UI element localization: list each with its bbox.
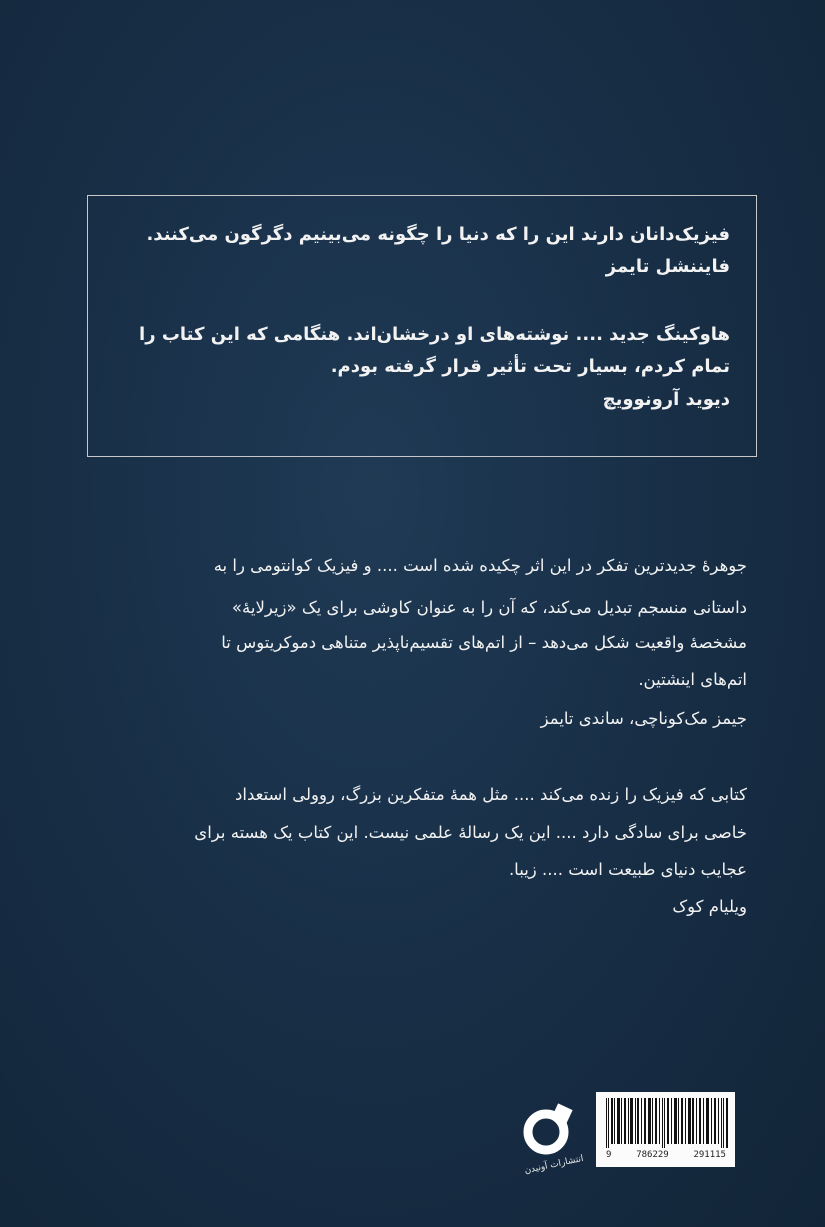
isbn-digit-first: 9 [606, 1150, 612, 1160]
review-2-line2: خاصی برای سادگی دارد .... این یک رسالهٔ علمی نیست. این کتاب یک هسته برای [194, 823, 747, 842]
isbn-digits-left: 786229 [636, 1150, 669, 1160]
quote-1-text: فیزیک‌دانان دارند این را که دنیا را چگونه می‌بینیم دگرگون می‌کنند. [146, 224, 730, 245]
isbn-barcode [596, 1092, 735, 1167]
publisher-logo-icon [516, 1100, 586, 1195]
barcode-bars [606, 1098, 728, 1148]
review-2-line1: کتابی که فیزیک را زنده می‌کند .... مثل همهٔ متفکرین بزرگ، روولی استعداد [235, 785, 747, 804]
review-1-line3: مشخصهٔ واقعیت شکل می‌دهد – از اتم‌های تقسیم‌ناپذیر متناهی دموکریتوس تا [221, 633, 747, 652]
review-1-line4: اتم‌های اینشتین. [638, 670, 747, 689]
isbn-digits-right: 291115 [693, 1150, 726, 1160]
quote-1-source: فایننشل تایمز [605, 256, 730, 277]
publisher-name: انتشارات آونیدن [523, 1153, 585, 1177]
review-1-line2: داستانی منسجم تبدیل می‌کند، که آن را به عنوان کاوشی برای یک «زیرلایهٔ» [231, 598, 747, 617]
review-1-line1: جوهرهٔ جدیدترین تفکر در این اثر چکیده شده است .... و فیزیک کوانتومی را به [213, 556, 747, 575]
isbn-digits [606, 1150, 726, 1160]
review-2-line3: عجایب دنیای طبیعت است .... زیبا. [508, 860, 747, 879]
quote-2-source: دیوید آرونوویچ [602, 389, 730, 410]
quote-2-text-line1: هاوکینگ جدید .... نوشته‌های او درخشان‌اند. هنگامی که این کتاب را [139, 324, 730, 345]
quote-box [87, 195, 757, 457]
quote-2-text-line2: تمام کردم، بسیار تحت تأثیر قرار گرفته بودم. [330, 356, 730, 377]
review-1-source: جیمز مک‌کوناچی، ساندی تایمز [540, 709, 747, 728]
review-2-source: ویلیام کوک [672, 897, 747, 916]
